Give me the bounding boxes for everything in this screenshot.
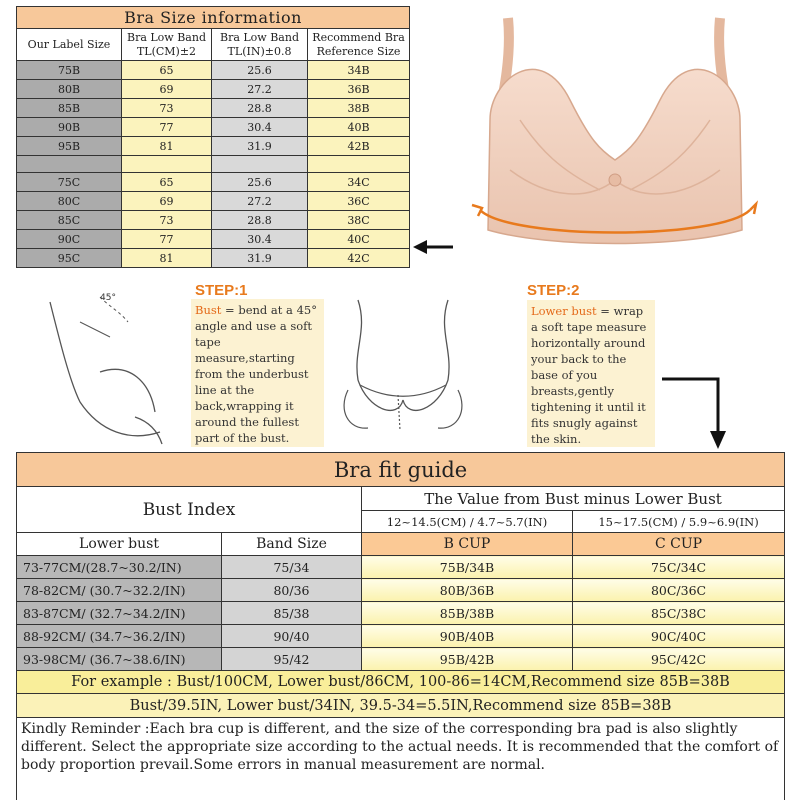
size-row (17, 118, 410, 137)
step1-sketch (40, 282, 190, 452)
size-label: 90B (17, 118, 122, 137)
left-arrow-icon (413, 237, 453, 257)
fit-guide-title: Bra fit guide (17, 453, 785, 487)
step2-description (527, 300, 655, 447)
size-row (17, 230, 410, 249)
band-cm: 73 (122, 99, 212, 118)
band-cm: 81 (122, 137, 212, 156)
c-cup-header: C CUP (573, 533, 785, 556)
b-cup-header: B CUP (362, 533, 573, 556)
band-in: 27.2 (212, 192, 308, 211)
b-cup-value: 85B/38B (362, 602, 573, 625)
band-in: 30.4 (212, 118, 308, 137)
kindly-reminder: Kindly Reminder :Each bra cup is different, and the size of the corresponding bra pad is also slightly different. Select the appropriate size according to the actual needs. It is recommended that the comfort of body proportion prevail.Some errors in manual measurement are normal. (17, 718, 785, 800)
b-cup-value: 75B/34B (362, 556, 573, 579)
size-label: 75C (17, 173, 122, 192)
size-row (17, 192, 410, 211)
size-table-title: Bra Size information (17, 7, 410, 29)
band-in: 30.4 (212, 230, 308, 249)
band-cm: 77 (122, 118, 212, 137)
lower-bust-value: 93-98CM/ (36.7~38.6/IN) (17, 648, 222, 671)
b-cup-value: 80B/36B (362, 579, 573, 602)
lower-bust-value: 83-87CM/ (32.7~34.2/IN) (17, 602, 222, 625)
step2-text: = wrap a soft tape measure horizontally around your back to the base of you breasts,gently tightening it until it fits snugly against the skin. (531, 304, 647, 446)
size-row (17, 173, 410, 192)
reference-size: 34B (308, 61, 410, 80)
reference-size: 40B (308, 118, 410, 137)
band-in: 28.8 (212, 211, 308, 230)
band-in: 25.6 (212, 61, 308, 80)
step1-text: = bend at a 45° angle and use a soft tape measure,starting from the underbust line at the back,wrapping it around the fullest part of the bust. (195, 303, 317, 445)
band-cm: 69 (122, 80, 212, 99)
size-row (17, 80, 410, 99)
b-cup-range: 12~14.5(CM) / 4.7~5.7(IN) (362, 511, 573, 533)
size-row (17, 99, 410, 118)
bust-difference-header: The Value from Bust minus Lower Bust (362, 487, 785, 511)
size-label: 80B (17, 80, 122, 99)
band-cm: 77 (122, 230, 212, 249)
size-row (17, 61, 410, 80)
size-label: 85B (17, 99, 122, 118)
step1-highlight: Bust (195, 303, 222, 317)
reference-size: 40C (308, 230, 410, 249)
band-size-value: 95/42 (222, 648, 362, 671)
size-label: 80C (17, 192, 122, 211)
band-cm: 81 (122, 249, 212, 268)
band-size-value: 85/38 (222, 602, 362, 625)
band-size-value: 75/34 (222, 556, 362, 579)
size-label: 75B (17, 61, 122, 80)
lower-bust-value: 78-82CM/ (30.7~32.2/IN) (17, 579, 222, 602)
size-table-header-row (17, 29, 410, 61)
reference-size: 36C (308, 192, 410, 211)
band-in: 31.9 (212, 137, 308, 156)
fit-row (17, 602, 785, 625)
band-cm: 65 (122, 173, 212, 192)
bra-fit-guide-table (16, 452, 785, 800)
lower-bust-value: 88-92CM/ (34.7~36.2/IN) (17, 625, 222, 648)
bust-index-header: Bust Index (17, 487, 362, 533)
c-cup-range: 15~17.5(CM) / 5.9~6.9(IN) (573, 511, 785, 533)
header-band-in: Bra Low Band TL(IN)±0.8 (212, 29, 308, 61)
reference-size: 34C (308, 173, 410, 192)
size-label: 95B (17, 137, 122, 156)
header-reference-size: Recommend Bra Reference Size (308, 29, 410, 61)
c-cup-value: 75C/34C (573, 556, 785, 579)
size-table-spacer (17, 156, 410, 173)
fit-row (17, 625, 785, 648)
band-size-value: 80/36 (222, 579, 362, 602)
fit-row (17, 556, 785, 579)
band-cm: 73 (122, 211, 212, 230)
fit-row (17, 579, 785, 602)
band-in: 25.6 (212, 173, 308, 192)
size-label: 85C (17, 211, 122, 230)
band-in: 31.9 (212, 249, 308, 268)
size-row (17, 211, 410, 230)
bra-size-table (16, 6, 410, 268)
c-cup-value: 80C/36C (573, 579, 785, 602)
example-cm: For example : Bust/100CM, Lower bust/86CM, 100-86=14CM,Recommend size 85B=38B (17, 671, 785, 694)
band-in: 28.8 (212, 99, 308, 118)
band-size-value: 90/40 (222, 625, 362, 648)
step1-description (191, 299, 324, 447)
c-cup-value: 95C/42C (573, 648, 785, 671)
size-label: 90C (17, 230, 122, 249)
band-in: 27.2 (212, 80, 308, 99)
reference-size: 36B (308, 80, 410, 99)
step2-highlight: Lower bust (531, 304, 597, 318)
band-cm: 69 (122, 192, 212, 211)
step2-title: STEP:2 (527, 282, 580, 299)
fit-row (17, 648, 785, 671)
angle-label: 45° (100, 293, 116, 303)
reference-size: 38C (308, 211, 410, 230)
band-size-header: Band Size (222, 533, 362, 556)
step2-sketch (338, 290, 468, 450)
reference-size: 42B (308, 137, 410, 156)
band-cm: 65 (122, 61, 212, 80)
b-cup-value: 90B/40B (362, 625, 573, 648)
b-cup-value: 95B/42B (362, 648, 573, 671)
size-row (17, 249, 410, 268)
reference-size: 38B (308, 99, 410, 118)
lower-bust-header: Lower bust (17, 533, 222, 556)
step1-title: STEP:1 (195, 282, 248, 299)
lower-bust-value: 73-77CM/(28.7~30.2/IN) (17, 556, 222, 579)
down-arrow-icon (660, 375, 730, 450)
c-cup-value: 90C/40C (573, 625, 785, 648)
example-in: Bust/39.5IN, Lower bust/34IN, 39.5-34=5.5IN,Recommend size 85B=38B (17, 694, 785, 718)
header-label-size: Our Label Size (17, 29, 122, 61)
reference-size: 42C (308, 249, 410, 268)
header-band-cm: Bra Low Band TL(CM)±2 (122, 29, 212, 61)
size-row (17, 137, 410, 156)
bra-product-image (450, 0, 780, 260)
size-label: 95C (17, 249, 122, 268)
c-cup-value: 85C/38C (573, 602, 785, 625)
